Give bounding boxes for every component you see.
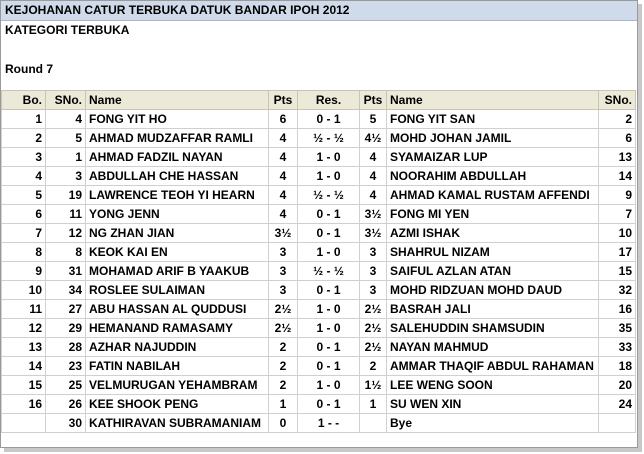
black-seed-number: 15 [599,262,636,281]
result: 1 - 0 [298,243,360,262]
white-seed-number: 25 [46,376,86,395]
white-points: 3 [269,243,298,262]
white-points: 3½ [269,224,298,243]
result: 0 - 1 [298,205,360,224]
white-points: 3 [269,281,298,300]
white-player-name: ABU HASSAN AL QUDDUSI [86,300,269,319]
black-points: 2½ [360,338,387,357]
black-player-name: SU WEN XIN [387,395,599,414]
white-seed-number: 27 [46,300,86,319]
col-header-bo: Bo. [2,91,46,110]
white-points: 2 [269,338,298,357]
white-player-name: AZHAR NAJUDDIN [86,338,269,357]
black-player-name: LEE WENG SOON [387,376,599,395]
table-row [2,167,636,186]
black-player-name: SAIFUL AZLAN ATAN [387,262,599,281]
black-points: 1½ [360,376,387,395]
white-seed-number: 8 [46,243,86,262]
table-row [2,338,636,357]
board-number: 14 [2,357,46,376]
table-row [2,395,636,414]
white-player-name: MOHAMAD ARIF B YAAKUB [86,262,269,281]
black-seed-number: 18 [599,357,636,376]
board-number: 4 [2,167,46,186]
black-player-name: NOORAHIM ABDULLAH [387,167,599,186]
black-player-name: AMMAR THAQIF ABDUL RAHAMAN [387,357,599,376]
white-player-name: NG ZHAN JIAN [86,224,269,243]
white-seed-number: 5 [46,129,86,148]
board-number: 13 [2,338,46,357]
white-player-name: FATIN NABILAH [86,357,269,376]
result: 0 - 1 [298,110,360,129]
white-player-name: YONG JENN [86,205,269,224]
white-seed-number: 1 [46,148,86,167]
black-points: 4½ [360,129,387,148]
table-row [2,281,636,300]
board-number: 5 [2,186,46,205]
table-row [2,243,636,262]
white-player-name: FONG YIT HO [86,110,269,129]
black-player-name: BASRAH JALI [387,300,599,319]
board-number: 16 [2,395,46,414]
white-points: 0 [269,414,298,433]
white-player-name: AHMAD FADZIL NAYAN [86,148,269,167]
white-seed-number: 31 [46,262,86,281]
black-player-name: NAYAN MAHMUD [387,338,599,357]
table-row [2,186,636,205]
white-player-name: KEE SHOOK PENG [86,395,269,414]
board-number: 9 [2,262,46,281]
white-points: 4 [269,205,298,224]
result: 0 - 1 [298,395,360,414]
black-player-name: SALEHUDDIN SHAMSUDIN [387,319,599,338]
table-row [2,300,636,319]
col-header-name: Name [86,91,269,110]
table-row [2,205,636,224]
board-number: 3 [2,148,46,167]
black-player-name: MOHD JOHAN JAMIL [387,129,599,148]
black-points: 4 [360,186,387,205]
black-seed-number: 7 [599,205,636,224]
white-player-name: AHMAD MUDZAFFAR RAMLI [86,129,269,148]
black-seed-number: 17 [599,243,636,262]
black-seed-number: 24 [599,395,636,414]
board-number: 15 [2,376,46,395]
black-player-name: MOHD RIDZUAN MOHD DAUD [387,281,599,300]
black-player-name: SHAHRUL NIZAM [387,243,599,262]
black-points: 2 [360,357,387,376]
board-number: 8 [2,243,46,262]
col-header-sno2: SNo. [599,91,636,110]
result: 1 - 0 [298,376,360,395]
white-seed-number: 28 [46,338,86,357]
black-points: 4 [360,167,387,186]
white-seed-number: 4 [46,110,86,129]
result: 0 - 1 [298,357,360,376]
black-points [360,414,387,433]
board-number: 1 [2,110,46,129]
board-number: 11 [2,300,46,319]
result: 0 - 1 [298,281,360,300]
black-points: 3½ [360,205,387,224]
white-seed-number: 12 [46,224,86,243]
white-points: 4 [269,148,298,167]
black-seed-number: 20 [599,376,636,395]
white-player-name: KATHIRAVAN SUBRAMANIAM [86,414,269,433]
black-player-name: AHMAD KAMAL RUSTAM AFFENDI [387,186,599,205]
black-points: 3 [360,281,387,300]
board-number [2,414,46,433]
white-points: 4 [269,186,298,205]
black-seed-number: 13 [599,148,636,167]
result: 1 - 0 [298,167,360,186]
black-player-name: SYAMAIZAR LUP [387,148,599,167]
white-player-name: HEMANAND RAMASAMY [86,319,269,338]
table-row [2,148,636,167]
black-player-name: Bye [387,414,599,433]
white-player-name: ROSLEE SULAIMAN [86,281,269,300]
page-title: KEJOHANAN CATUR TERBUKA DATUK BANDAR IPOH 2012 [1,1,637,21]
result: 1 - 0 [298,319,360,338]
white-player-name: LAWRENCE TEOH YI HEARN [86,186,269,205]
black-seed-number: 33 [599,338,636,357]
black-seed-number: 9 [599,186,636,205]
black-points: 3½ [360,224,387,243]
black-points: 1 [360,395,387,414]
white-player-name: KEOK KAI EN [86,243,269,262]
col-header-name2: Name [387,91,599,110]
board-number: 2 [2,129,46,148]
black-seed-number: 16 [599,300,636,319]
white-seed-number: 23 [46,357,86,376]
black-seed-number: 35 [599,319,636,338]
table-row [2,262,636,281]
black-points: 2½ [360,319,387,338]
category-label: KATEGORI TERBUKA [5,23,130,37]
black-player-name: AZMI ISHAK [387,224,599,243]
black-seed-number: 32 [599,281,636,300]
black-seed-number [599,414,636,433]
white-points: 2½ [269,319,298,338]
white-seed-number: 29 [46,319,86,338]
result: 0 - 1 [298,338,360,357]
col-header-sno: SNo. [46,91,86,110]
table-row [2,110,636,129]
black-player-name: FONG YIT SAN [387,110,599,129]
black-points: 3 [360,243,387,262]
round-label: Round 7 [5,62,53,76]
black-points: 2½ [360,300,387,319]
header-row [2,91,636,110]
white-seed-number: 19 [46,186,86,205]
result: 1 - 0 [298,300,360,319]
result: 0 - 1 [298,224,360,243]
result: 1 - - [298,414,360,433]
white-points: 4 [269,129,298,148]
board-number: 10 [2,281,46,300]
black-seed-number: 6 [599,129,636,148]
white-points: 2½ [269,300,298,319]
white-seed-number: 34 [46,281,86,300]
pairings-body [2,110,636,433]
white-points: 2 [269,376,298,395]
result: ½ - ½ [298,129,360,148]
black-seed-number: 10 [599,224,636,243]
board-number: 12 [2,319,46,338]
col-header-pts: Pts [269,91,298,110]
table-row [2,129,636,148]
black-seed-number: 2 [599,110,636,129]
board-number: 6 [2,205,46,224]
table-row [2,414,636,433]
white-points: 2 [269,357,298,376]
pairings-table [1,90,636,433]
white-points: 3 [269,262,298,281]
white-seed-number: 11 [46,205,86,224]
white-points: 1 [269,395,298,414]
table-row [2,224,636,243]
board-number: 7 [2,224,46,243]
black-points: 4 [360,148,387,167]
white-points: 6 [269,110,298,129]
black-player-name: FONG MI YEN [387,205,599,224]
white-seed-number: 26 [46,395,86,414]
col-header-res: Res. [298,91,360,110]
table-row [2,376,636,395]
white-player-name: ABDULLAH CHE HASSAN [86,167,269,186]
result: ½ - ½ [298,186,360,205]
table-row [2,357,636,376]
result: ½ - ½ [298,262,360,281]
black-points: 5 [360,110,387,129]
col-header-pts2: Pts [360,91,387,110]
white-seed-number: 3 [46,167,86,186]
white-seed-number: 30 [46,414,86,433]
white-player-name: VELMURUGAN YEHAMBRAM [86,376,269,395]
table-row [2,319,636,338]
black-seed-number: 14 [599,167,636,186]
white-points: 4 [269,167,298,186]
black-points: 3 [360,262,387,281]
result: 1 - 0 [298,148,360,167]
